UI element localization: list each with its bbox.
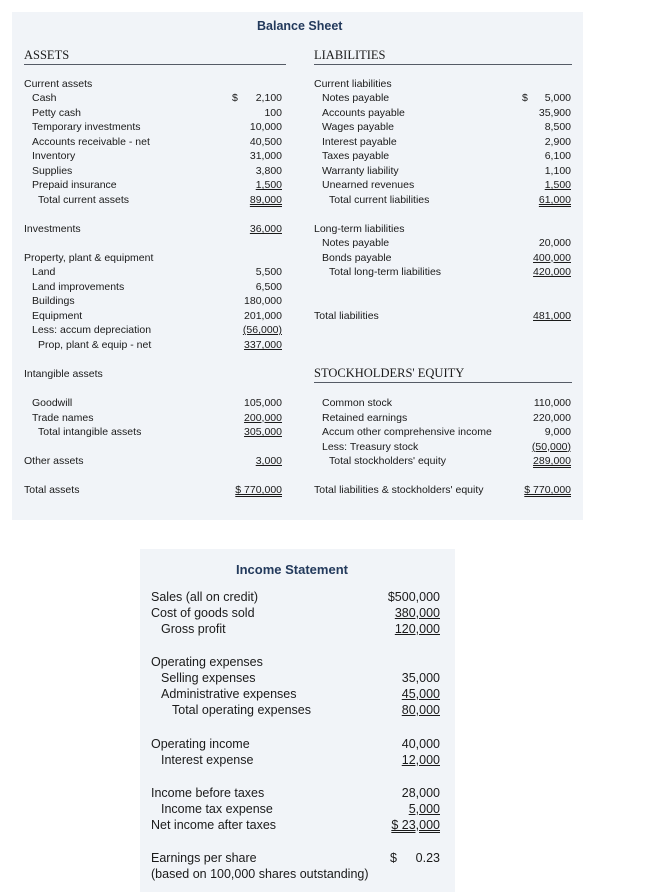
interest-expense-value: 12,000 <box>401 753 440 767</box>
income-statement-title: Income Statement <box>236 562 348 577</box>
equity-row-value: 220,000 <box>533 411 571 424</box>
intangible-row-value: 200,000 <box>244 411 282 424</box>
liabilities-heading: LIABILITIES <box>314 48 386 62</box>
ppe-row-label: Land <box>32 266 56 278</box>
ppe-row-value: 201,000 <box>244 309 282 322</box>
net-income-label: Net income after taxes <box>151 818 277 832</box>
liability-row-label: Taxes payable <box>322 150 390 162</box>
total-intangibles-label: Total intangible assets <box>38 426 142 438</box>
equity-row-value: 110,000 <box>533 397 571 409</box>
ppe-row-label: Land improvements <box>32 280 125 293</box>
net-income-value: $ 23,000 <box>391 818 440 832</box>
long-term-row-label: Notes payable <box>322 237 390 249</box>
dollar-sign: $ <box>522 92 528 104</box>
income-tax-label: Income tax expense <box>161 802 273 816</box>
asset-row-value: 100 <box>264 106 282 119</box>
total-current-liabilities-value: 61,000 <box>538 194 571 206</box>
intangible-assets-label: Intangible assets <box>24 368 103 380</box>
interest-expense-label: Interest expense <box>161 753 254 767</box>
income-before-taxes-label: Income before taxes <box>151 786 265 800</box>
intangible-row-label: Trade names <box>32 411 94 424</box>
eps-value: 0.23 <box>415 851 440 865</box>
ppe-row-label: Less: accum depreciation <box>32 324 152 336</box>
total-equity-value: 289,000 <box>533 455 571 467</box>
asset-row-value: 3,800 <box>255 164 282 177</box>
ppe-net-label: Prop, plant & equip - net <box>38 339 152 351</box>
liability-row-value: 35,900 <box>538 106 571 119</box>
total-equity-label: Total stockholders' equity <box>329 455 446 467</box>
long-term-liabilities-label: Long-term liabilities <box>314 223 405 235</box>
admin-expenses-label: Administrative expenses <box>161 687 297 701</box>
total-current-assets-value: 89,000 <box>249 194 282 206</box>
total-current-assets-label: Total current assets <box>38 194 130 206</box>
liability-row-value: 1,100 <box>544 164 571 177</box>
income-tax-value: 5,000 <box>408 802 440 816</box>
asset-row-label: Supplies <box>32 164 73 177</box>
total-liab-equity-label: Total liabilities & stockholders' equity <box>314 484 484 496</box>
asset-row-value: 2,100 <box>255 92 282 104</box>
equity-row-label: Accum other comprehensive income <box>322 426 492 438</box>
sales-label: Sales (all on credit) <box>151 590 258 604</box>
total-liabilities-value: 481,000 <box>533 310 571 322</box>
intangible-row-label: Goodwill <box>32 397 73 409</box>
assets-heading: ASSETS <box>24 48 70 62</box>
admin-expenses-value: 45,000 <box>401 687 440 701</box>
intangible-row-value: 105,000 <box>244 397 282 409</box>
asset-row-label: Petty cash <box>32 106 82 119</box>
ppe-row-value: 6,500 <box>255 280 282 293</box>
operating-income-label: Operating income <box>151 737 250 751</box>
ppe-row-value: 5,500 <box>255 266 282 278</box>
asset-row-value: 40,500 <box>249 135 282 148</box>
liability-row-value: 8,500 <box>544 121 571 133</box>
liability-row-label: Interest payable <box>322 135 397 148</box>
total-long-term-value: 420,000 <box>533 266 571 278</box>
opex-label: Operating expenses <box>151 655 263 669</box>
cogs-value: 380,000 <box>394 606 440 620</box>
liability-row-value: 6,100 <box>544 150 571 162</box>
investments-label: Investments <box>24 223 81 235</box>
total-liabilities-label: Total liabilities <box>314 310 379 322</box>
asset-row-label: Inventory <box>32 150 76 162</box>
equity-row-label: Common stock <box>322 397 393 409</box>
asset-row-label: Prepaid insurance <box>32 179 117 191</box>
gross-profit-value: 120,000 <box>394 622 440 636</box>
dollar-sign: $ <box>232 92 238 104</box>
ppe-net-value: 337,000 <box>244 339 282 351</box>
sales-value: $500,000 <box>387 590 440 604</box>
equity-heading-rule <box>314 382 572 383</box>
long-term-row-value: 400,000 <box>533 251 571 264</box>
asset-row-value: 10,000 <box>249 121 282 133</box>
ppe-row-value: (56,000) <box>242 324 282 336</box>
current-assets-label: Current assets <box>24 78 93 90</box>
equity-row-value: 9,000 <box>544 426 571 438</box>
equity-heading: STOCKHOLDERS' EQUITY <box>314 366 465 380</box>
total-current-liabilities-label: Total current liabilities <box>329 194 430 206</box>
asset-row-label: Temporary investments <box>32 121 141 133</box>
liability-row-label: Accounts payable <box>322 106 405 119</box>
liability-row-label: Warranty liability <box>322 164 399 177</box>
asset-row-label: Cash <box>32 92 57 104</box>
investments-value: 36,000 <box>249 223 282 235</box>
eps-dollar: $ <box>390 851 397 865</box>
liability-row-value: 1,500 <box>544 179 571 191</box>
ppe-row-label: Buildings <box>32 295 75 307</box>
balance-sheet-title: Balance Sheet <box>257 19 343 33</box>
total-liab-equity-value: $ 770,000 <box>524 484 571 496</box>
total-opex-value: 80,000 <box>401 703 440 717</box>
liability-row-value: 2,900 <box>544 135 571 148</box>
asset-row-value: 1,500 <box>255 179 282 191</box>
ppe-label: Property, plant & equipment <box>24 252 154 264</box>
cogs-label: Cost of goods sold <box>151 606 255 620</box>
total-assets-value: $ 770,000 <box>235 484 282 496</box>
equity-row-label: Less: Treasury stock <box>322 440 419 453</box>
ppe-row-value: 180,000 <box>244 295 282 307</box>
liability-row-label: Unearned revenues <box>322 179 415 191</box>
selling-expenses-value: 35,000 <box>401 671 440 685</box>
liability-row-value: 5,000 <box>544 92 571 104</box>
asset-row-label: Accounts receivable - net <box>32 135 150 148</box>
assets-heading-rule <box>24 64 286 65</box>
total-opex-label: Total operating expenses <box>172 703 311 717</box>
other-assets-value: 3,000 <box>255 455 282 467</box>
total-intangibles-value: 305,000 <box>244 426 282 438</box>
current-liabilities-label: Current liabilities <box>314 78 392 90</box>
selling-expenses-label: Selling expenses <box>161 671 256 685</box>
ppe-row-label: Equipment <box>32 309 83 322</box>
equity-row-value: (50,000) <box>531 440 571 453</box>
operating-income-value: 40,000 <box>401 737 440 751</box>
other-assets-label: Other assets <box>24 455 84 467</box>
total-assets-label: Total assets <box>24 484 80 496</box>
long-term-row-label: Bonds payable <box>322 251 392 264</box>
eps-label: Earnings per share <box>151 851 257 865</box>
liability-row-label: Notes payable <box>322 92 390 104</box>
liability-row-label: Wages payable <box>322 121 394 133</box>
total-long-term-label: Total long-term liabilities <box>329 266 442 278</box>
equity-row-label: Retained earnings <box>322 411 408 424</box>
liabilities-heading-rule <box>314 64 572 65</box>
long-term-row-value: 20,000 <box>538 237 571 249</box>
eps-note: (based on 100,000 shares outstanding) <box>151 867 369 881</box>
asset-row-value: 31,000 <box>249 150 282 162</box>
gross-profit-label: Gross profit <box>161 622 226 636</box>
income-before-taxes-value: 28,000 <box>401 786 440 800</box>
